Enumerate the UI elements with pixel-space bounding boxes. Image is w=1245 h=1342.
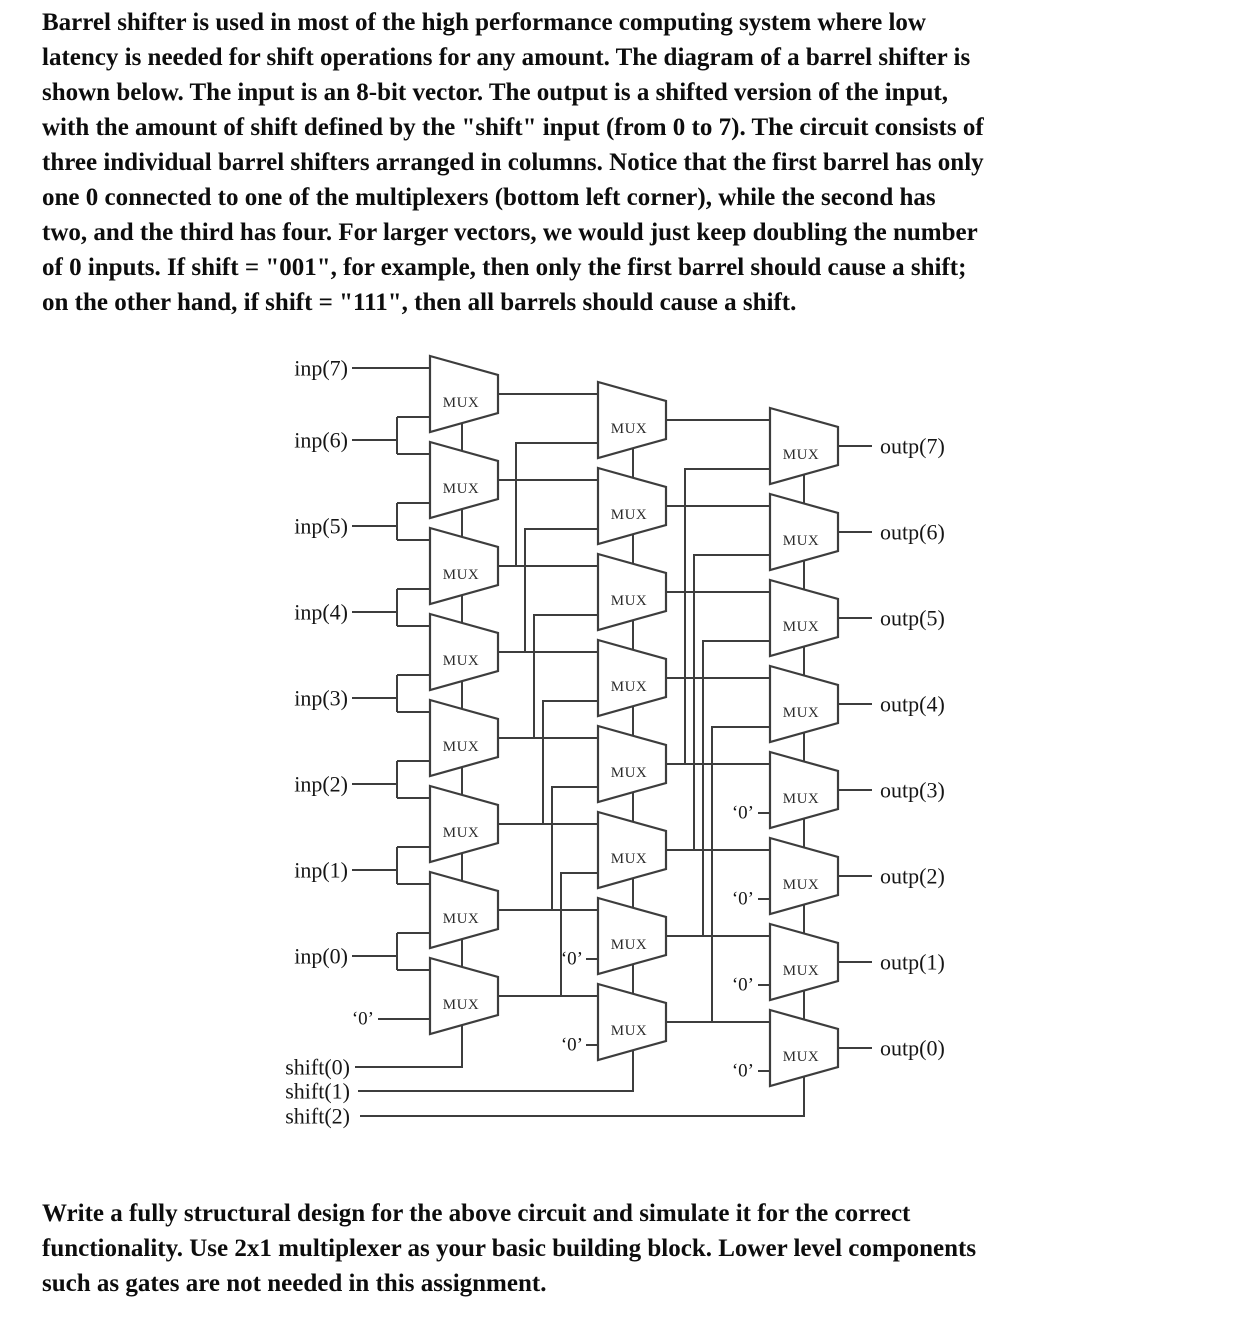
mux-shape bbox=[598, 898, 666, 974]
mux-label: MUX bbox=[782, 963, 820, 979]
mux-shape bbox=[430, 786, 498, 862]
text-line: one 0 connected to one of the multiplexers (bottom left corner), while the second has bbox=[42, 184, 936, 211]
mux-label: MUX bbox=[442, 395, 480, 411]
output-label: outp(6) bbox=[880, 519, 945, 545]
mux-shape bbox=[770, 580, 838, 656]
text-line: functionality. Use 2x1 multiplexer as your basic building block. Lower level components bbox=[42, 1235, 977, 1262]
input-label: inp(2) bbox=[294, 771, 348, 797]
text-line: Write a fully structural design for the above circuit and simulate it for the correct bbox=[42, 1200, 911, 1227]
mux-label: MUX bbox=[442, 653, 480, 669]
mux-shape bbox=[430, 528, 498, 604]
mux-shape bbox=[430, 356, 498, 432]
shift-label: shift(0) bbox=[285, 1054, 350, 1080]
output-label: outp(2) bbox=[880, 863, 945, 889]
text-line: two, and the third has four. For larger vectors, we would just keep doubling the number bbox=[42, 219, 978, 246]
zero-label: ‘0’ bbox=[560, 1034, 583, 1056]
mux-label: MUX bbox=[782, 619, 820, 635]
output-label: outp(5) bbox=[880, 605, 945, 631]
zero-label: ‘0’ bbox=[351, 1008, 374, 1030]
mux-label: MUX bbox=[782, 1049, 820, 1065]
input-label: inp(6) bbox=[294, 427, 348, 453]
col2-to-col3-wires bbox=[666, 420, 770, 1071]
mux-shape bbox=[598, 812, 666, 888]
mux-shape bbox=[430, 700, 498, 776]
shift-labels bbox=[285, 1055, 350, 1129]
mux-label: MUX bbox=[782, 705, 820, 721]
mux-label: MUX bbox=[782, 791, 820, 807]
output-label: outp(4) bbox=[880, 691, 945, 717]
zero-label: ‘0’ bbox=[731, 1060, 754, 1082]
mux-shape bbox=[770, 408, 838, 484]
mux-shape bbox=[770, 924, 838, 1000]
input-label: inp(4) bbox=[294, 599, 348, 625]
mux-label: MUX bbox=[610, 679, 648, 695]
mux-shape bbox=[430, 958, 498, 1034]
input-label: inp(0) bbox=[294, 943, 348, 969]
text-line: Barrel shifter is used in most of the high performance computing system where low bbox=[42, 9, 926, 36]
mux-shape bbox=[770, 838, 838, 914]
input-label: inp(3) bbox=[294, 685, 348, 711]
output-label: outp(7) bbox=[880, 433, 945, 459]
text-line: three individual barrel shifters arranged in columns. Notice that the first barrel has only bbox=[42, 149, 984, 176]
text-line: shown below. The input is an 8-bit vector. The output is a shifted version of the input, bbox=[42, 79, 948, 106]
mux-label: MUX bbox=[610, 593, 648, 609]
text-line: such as gates are not needed in this assignment. bbox=[42, 1270, 547, 1297]
output-wires bbox=[838, 446, 872, 1048]
mux-label: MUX bbox=[782, 533, 820, 549]
zero-label: ‘0’ bbox=[731, 974, 754, 996]
mux-shape bbox=[430, 872, 498, 948]
mux-label: MUX bbox=[442, 481, 480, 497]
text-line: of 0 inputs. If shift = "001", for example, then only the first barrel should cause a shift; bbox=[42, 254, 967, 281]
col1-to-col2-wires bbox=[498, 394, 598, 1045]
mux-shape bbox=[430, 442, 498, 518]
mux-label: MUX bbox=[610, 765, 648, 781]
mux-label: MUX bbox=[610, 507, 648, 523]
mux-label: MUX bbox=[442, 825, 480, 841]
mux-shape bbox=[598, 984, 666, 1060]
mux-shape bbox=[770, 1010, 838, 1086]
mux-shape bbox=[770, 752, 838, 828]
mux-label: MUX bbox=[782, 877, 820, 893]
input-label: inp(7) bbox=[294, 355, 348, 381]
mux-label: MUX bbox=[610, 851, 648, 867]
output-labels bbox=[880, 434, 945, 1061]
text-line: on the other hand, if shift = "111", then all barrels should cause a shift. bbox=[42, 289, 797, 316]
output-label: outp(1) bbox=[880, 949, 945, 975]
mux-label: MUX bbox=[782, 447, 820, 463]
input-label: inp(5) bbox=[294, 513, 348, 539]
mux-shape bbox=[598, 382, 666, 458]
text-line: with the amount of shift defined by the "shift" input (from 0 to 7). The circuit consists of bbox=[42, 114, 984, 141]
mux-label: MUX bbox=[442, 739, 480, 755]
mux-label: MUX bbox=[442, 911, 480, 927]
output-label: outp(0) bbox=[880, 1035, 945, 1061]
mux-shape bbox=[430, 614, 498, 690]
mux-label: MUX bbox=[610, 421, 648, 437]
mux-shape bbox=[770, 494, 838, 570]
mux-shape bbox=[598, 726, 666, 802]
zero-label: ‘0’ bbox=[731, 802, 754, 824]
text-line: latency is needed for shift operations for any amount. The diagram of a barrel shifter is bbox=[42, 44, 971, 71]
mux-shape bbox=[770, 666, 838, 742]
mux-shape bbox=[598, 640, 666, 716]
col1-input-wires bbox=[352, 368, 430, 1019]
mux-label: MUX bbox=[442, 567, 480, 583]
shift-label: shift(2) bbox=[285, 1103, 350, 1129]
input-labels bbox=[294, 356, 348, 969]
zero-label: ‘0’ bbox=[731, 888, 754, 910]
mux-label: MUX bbox=[610, 1023, 648, 1039]
mux-label: MUX bbox=[610, 937, 648, 953]
output-label: outp(3) bbox=[880, 777, 945, 803]
input-label: inp(1) bbox=[294, 857, 348, 883]
assignment-instructions bbox=[42, 1196, 976, 1301]
mux-shape bbox=[598, 468, 666, 544]
mux-label: MUX bbox=[442, 997, 480, 1013]
zero-label: ‘0’ bbox=[560, 948, 583, 970]
mux-shape bbox=[598, 554, 666, 630]
shift-label: shift(1) bbox=[285, 1078, 350, 1104]
mux-column-1 bbox=[430, 356, 498, 1034]
